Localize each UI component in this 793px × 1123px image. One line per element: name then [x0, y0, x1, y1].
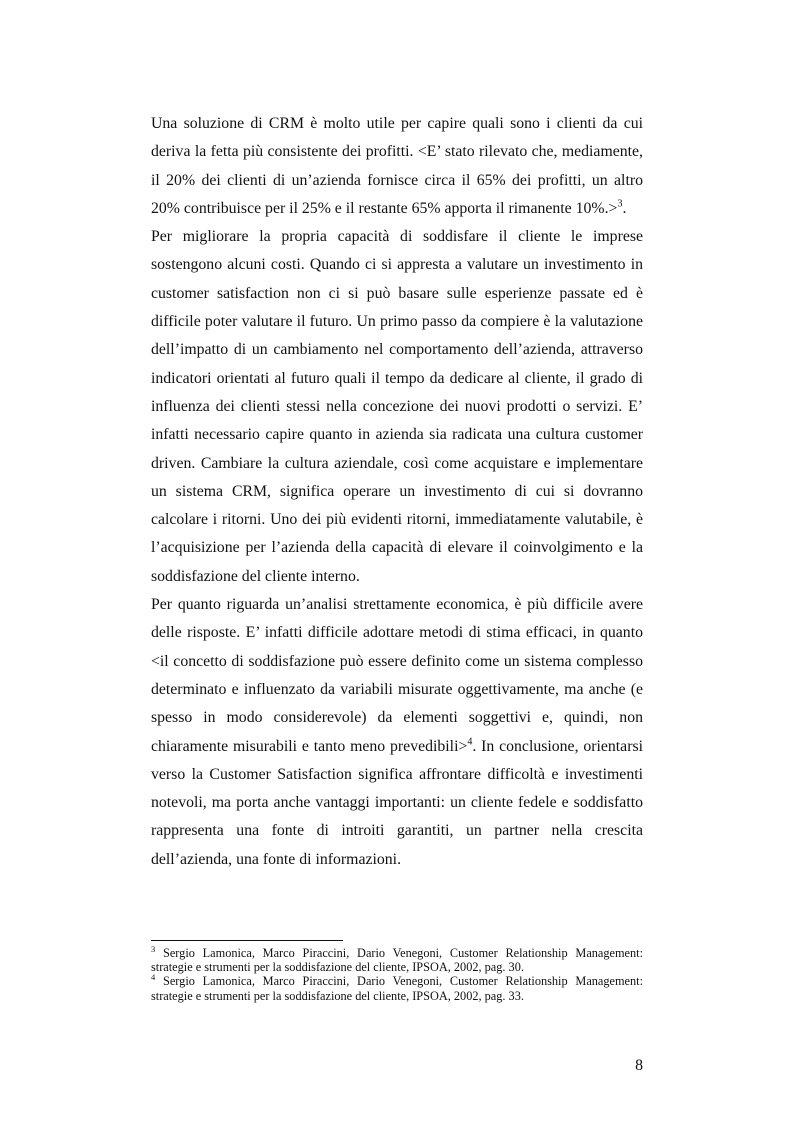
footnote-reference[interactable]: 3 — [617, 198, 623, 210]
paragraph-text: Per quanto riguarda un’analisi strettamente economica, è più difficile avere delle risposte. E’ infatti difficile adottare metodi di stima efficaci, in quanto <il concetto di soddisfazione può essere definito come un sistema complesso determinato e influenzato da variabili misurate oggettivamente, ma anche (e spesso in modo considerevole) da elementi soggettivi e, quindi, non chiaramente misurabili e tanto meno prevedibili> — [151, 596, 643, 755]
footnote-reference[interactable]: 4 — [467, 736, 473, 748]
paragraph-crm-profits — [151, 110, 643, 223]
paragraph-text: Per migliorare la propria capacità di soddisfare il cliente le imprese sostengono alcuni costi. Quando ci si appresta a valutare un investimento in customer satisfaction non ci si può basare sulle esperienze passate ed è difficile poter valutare il futuro. Un primo passo da compiere è la valutazione dell’impatto di un cambiamento nel comportamento dell’azienda, attraverso indicatori orientati al futuro quali il tempo da dedicare al cliente, il grado di influenza dei clienti stessi nella concezione dei nuovi prodotti o servizi. E’ infatti necessario capire quanto in azienda sia radicata una cultura customer driven. Cambiare la cultura aziendale, così come acquistare e implementare un sistema CRM, significa operare un investimento di cui si dovranno calcolare i ritorni. Uno dei più evidenti ritorni, immediatamente valutabile, è l’acquisizione per l’azienda della capacità di elevare il coinvolgimento e la soddisfazione del cliente interno. — [151, 228, 643, 585]
footnote-number: 4 — [151, 972, 156, 983]
paragraph-economic-analysis — [151, 591, 643, 874]
footnote-item — [151, 943, 643, 975]
paragraph-customer-satisfaction-costs — [151, 223, 643, 591]
footnote-item — [151, 974, 643, 1002]
body-text — [151, 110, 643, 874]
footnote-text: Sergio Lamonica, Marco Piraccini, Dario Venegoni, Customer Relationship Management: strategie e strumenti per la soddisfazione del cliente, IPSOA, 2002, pag. 30. — [151, 946, 643, 975]
footnotes — [151, 943, 643, 1003]
footnote-number: 3 — [151, 943, 156, 954]
page-number: 8 — [635, 1057, 643, 1074]
footnote-separator — [151, 940, 343, 941]
paragraph-text: . — [622, 199, 627, 217]
footnote-text: Sergio Lamonica, Marco Piraccini, Dario Venegoni, Customer Relationship Management: strategie e strumenti per la soddisfazione del cliente, IPSOA, 2002, pag. 33. — [151, 974, 643, 1003]
paragraph-text: . In conclusione, orientarsi verso la Customer Satisfaction significa affrontare difficoltà e investimenti notevoli, ma porta anche vantaggi importanti: un cliente fedele e soddisfatto rappresenta una fonte di introiti garantiti, un partner nella crescita dell’azienda, una fonte di informazioni. — [151, 737, 643, 868]
paragraph-text: Una soluzione di CRM è molto utile per capire quali sono i clienti da cui deriva la fetta più consistente dei profitti. <E’ stato rilevato che, mediamente, il 20% dei clienti di un’azienda fornisce circa il 65% dei profitti, un altro 20% contribuisce per il 25% e il restante 65% apporta il rimanente 10%.> — [151, 115, 643, 217]
